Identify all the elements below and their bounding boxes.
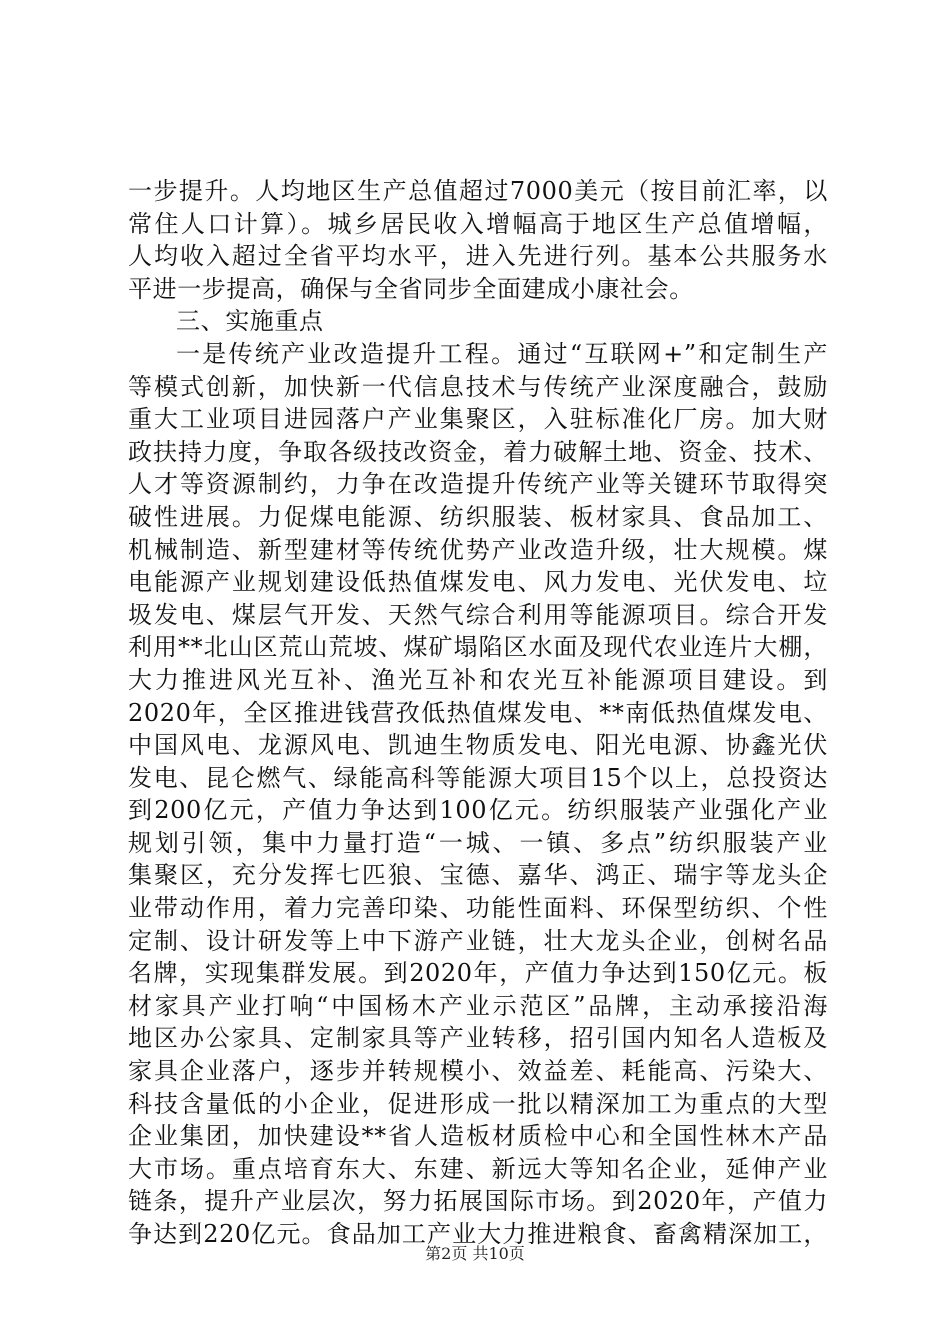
paragraph-first-line: 一是传统产业改造提升工程。通过“互联网+”和定制生产 <box>176 339 828 368</box>
text-line: 人均收入超过全省平均水平，进入先进行列。基本公共服务水 <box>128 242 828 271</box>
text-line: 名牌，实现集群发展。到2020年，产值力争达到150亿元。板 <box>128 959 828 988</box>
text-line: 定制、设计研发等上中下游产业链，壮大龙头企业，创树名品 <box>128 926 828 955</box>
text-line: 破性进展。力促煤电能源、纺织服装、板材家具、食品加工、 <box>128 502 828 531</box>
text-line: 到200亿元，产值力争达到100亿元。纺织服装产业强化产业 <box>128 796 828 825</box>
text-line: 材家具产业打响“中国杨木产业示范区”品牌，主动承接沿海 <box>128 991 828 1020</box>
text-line: 常住人口计算）。城乡居民收入增幅高于地区生产总值增幅， <box>128 209 828 238</box>
text-line: 科技含量低的小企业，促进形成一批以精深加工为重点的大型 <box>128 1089 828 1118</box>
text-line: 大市场。重点培育东大、东建、新远大等知名企业，延伸产业 <box>128 1154 828 1183</box>
text-line: 中国风电、龙源风电、凯迪生物质发电、阳光电源、协鑫光伏 <box>128 731 828 760</box>
text-line: 大力推进风光互补、渔光互补和农光互补能源项目建设。到 <box>128 665 828 694</box>
text-line: 电能源产业规划建设低热值煤发电、风力发电、光伏发电、垃 <box>128 568 828 597</box>
text-line: 2020年，全区推进钱营孜低热值煤发电、**南低热值煤发电、 <box>128 698 828 727</box>
text-line: 人才等资源制约，力争在改造提升传统产业等关键环节取得突 <box>128 470 828 499</box>
text-line: 重大工业项目进园落户产业集聚区，入驻标准化厂房。加大财 <box>128 405 828 434</box>
section-heading: 三、实施重点 <box>176 307 324 336</box>
text-line: 规划引领，集中力量打造“一城、一镇、多点”纺织服装产业 <box>128 828 828 857</box>
document-body <box>128 175 828 1251</box>
text-line: 等模式创新，加快新一代信息技术与传统产业深度融合，鼓励 <box>128 372 828 401</box>
text-line: 链条，提升产业层次，努力拓展国际市场。到2020年，产值力 <box>128 1187 828 1216</box>
text-line: 机械制造、新型建材等传统优势产业改造升级，壮大规模。煤 <box>128 535 828 564</box>
text-line: 一步提升。人均地区生产总值超过7000美元（按目前汇率，以 <box>128 177 828 205</box>
text-line: 业带动作用，着力完善印染、功能性面料、环保型纺织、个性 <box>128 894 828 923</box>
page-number-footer: 第2页 共10页 <box>425 1244 525 1263</box>
text-line: 企业集团，加快建设**省人造板材质检中心和全国性林木产品 <box>128 1122 828 1151</box>
text-line: 圾发电、煤层气开发、天然气综合利用等能源项目。综合开发 <box>128 600 828 629</box>
text-line: 地区办公家具、定制家具等产业转移，招引国内知名人造板及 <box>128 1024 828 1053</box>
text-line: 集聚区，充分发挥七匹狼、宝德、嘉华、鸿正、瑞宇等龙头企 <box>128 861 828 890</box>
text-line: 争达到220亿元。食品加工产业大力推进粮食、畜禽精深加工， <box>128 1220 828 1248</box>
text-line: 政扶持力度，争取各级技改资金，着力破解土地、资金、技术、 <box>128 437 828 466</box>
text-line: 发电、昆仑燃气、绿能高科等能源大项目15个以上，总投资达 <box>128 763 828 792</box>
text-line: 利用**北山区荒山荒坡、煤矿塌陷区水面及现代农业连片大棚， <box>128 633 828 662</box>
text-line: 家具企业落户，逐步并转规模小、效益差、耗能高、污染大、 <box>128 1057 828 1086</box>
text-line: 平进一步提高，确保与全省同步全面建成小康社会。 <box>128 274 694 303</box>
